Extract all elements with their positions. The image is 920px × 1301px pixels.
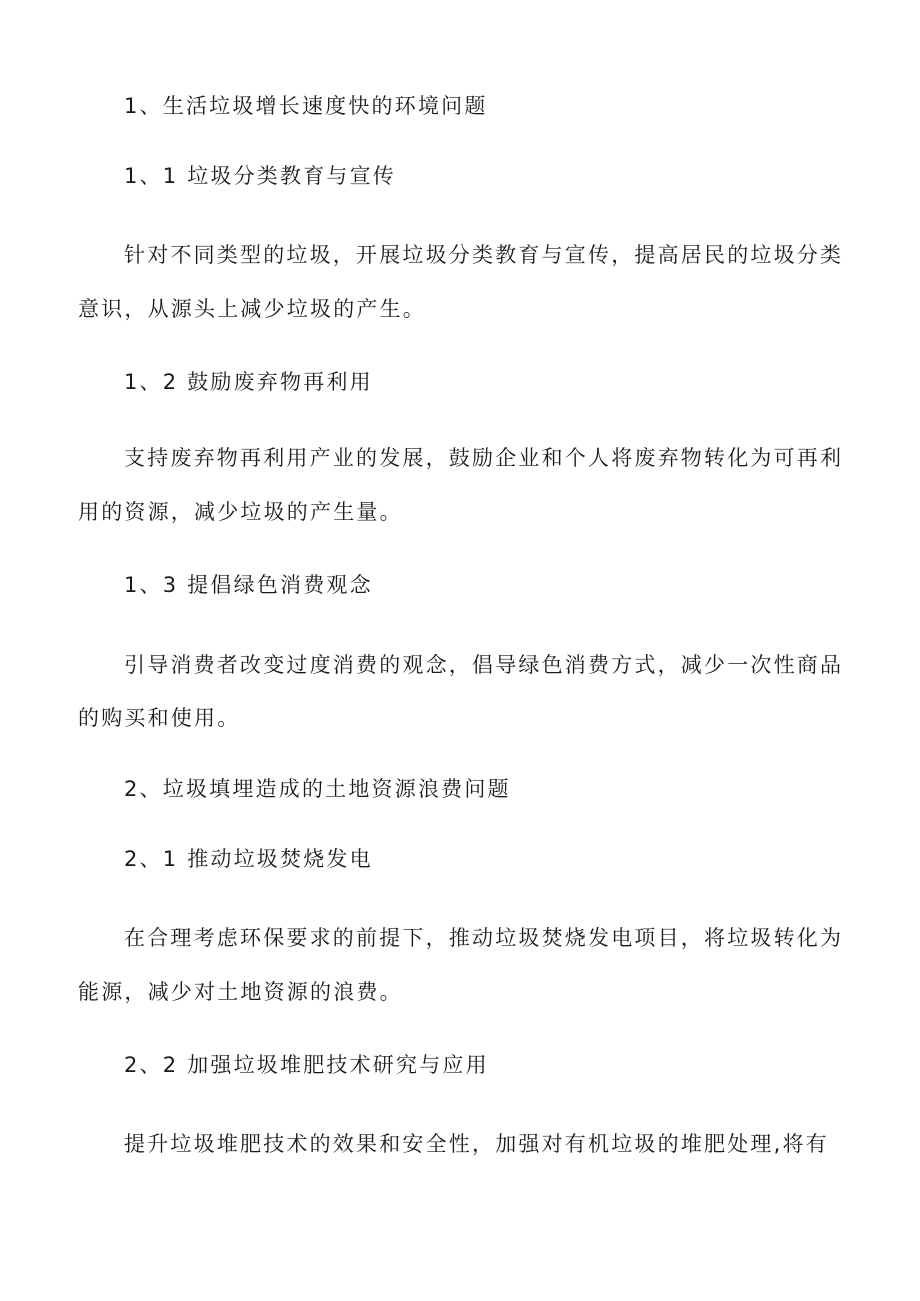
- paragraph-line: 支持废弃物再利用产业的发展，鼓励企业和个人将废弃物转化为可再利: [124, 446, 844, 470]
- paragraph-line: 意识，从源头上减少垃圾的产生。: [78, 297, 426, 321]
- paragraph-line: 用的资源，减少垃圾的产生量。: [78, 500, 403, 524]
- section-heading: 1、生活垃圾增长速度快的环境问题: [124, 94, 488, 118]
- subsection-heading: 1、2 鼓励废弃物再利用: [124, 370, 373, 394]
- paragraph-line: 能源，减少对土地资源的浪费。: [78, 980, 403, 1004]
- paragraph-line: 针对不同类型的垃圾，开展垃圾分类教育与宣传，提高居民的垃圾分类: [124, 243, 844, 267]
- paragraph-line: 引导消费者改变过度消费的观念，倡导绿色消费方式，减少一次性商品: [124, 653, 844, 677]
- subsection-heading: 1、3 提倡绿色消费观念: [124, 573, 373, 597]
- subsection-heading: 1、1 垃圾分类教育与宣传: [124, 164, 396, 188]
- paragraph-line: 在合理考虑环保要求的前提下，推动垃圾焚烧发电项目，将垃圾转化为: [124, 926, 844, 950]
- paragraph-line: 提升垃圾堆肥技术的效果和安全性，加强对有机垃圾的堆肥处理,将有: [124, 1132, 829, 1156]
- paragraph-line: 的购买和使用。: [78, 706, 241, 730]
- section-heading: 2、垃圾填埋造成的土地资源浪费问题: [124, 777, 511, 801]
- subsection-heading: 2、1 推动垃圾焚烧发电: [124, 847, 373, 871]
- subsection-heading: 2、2 加强垃圾堆肥技术研究与应用: [124, 1053, 489, 1077]
